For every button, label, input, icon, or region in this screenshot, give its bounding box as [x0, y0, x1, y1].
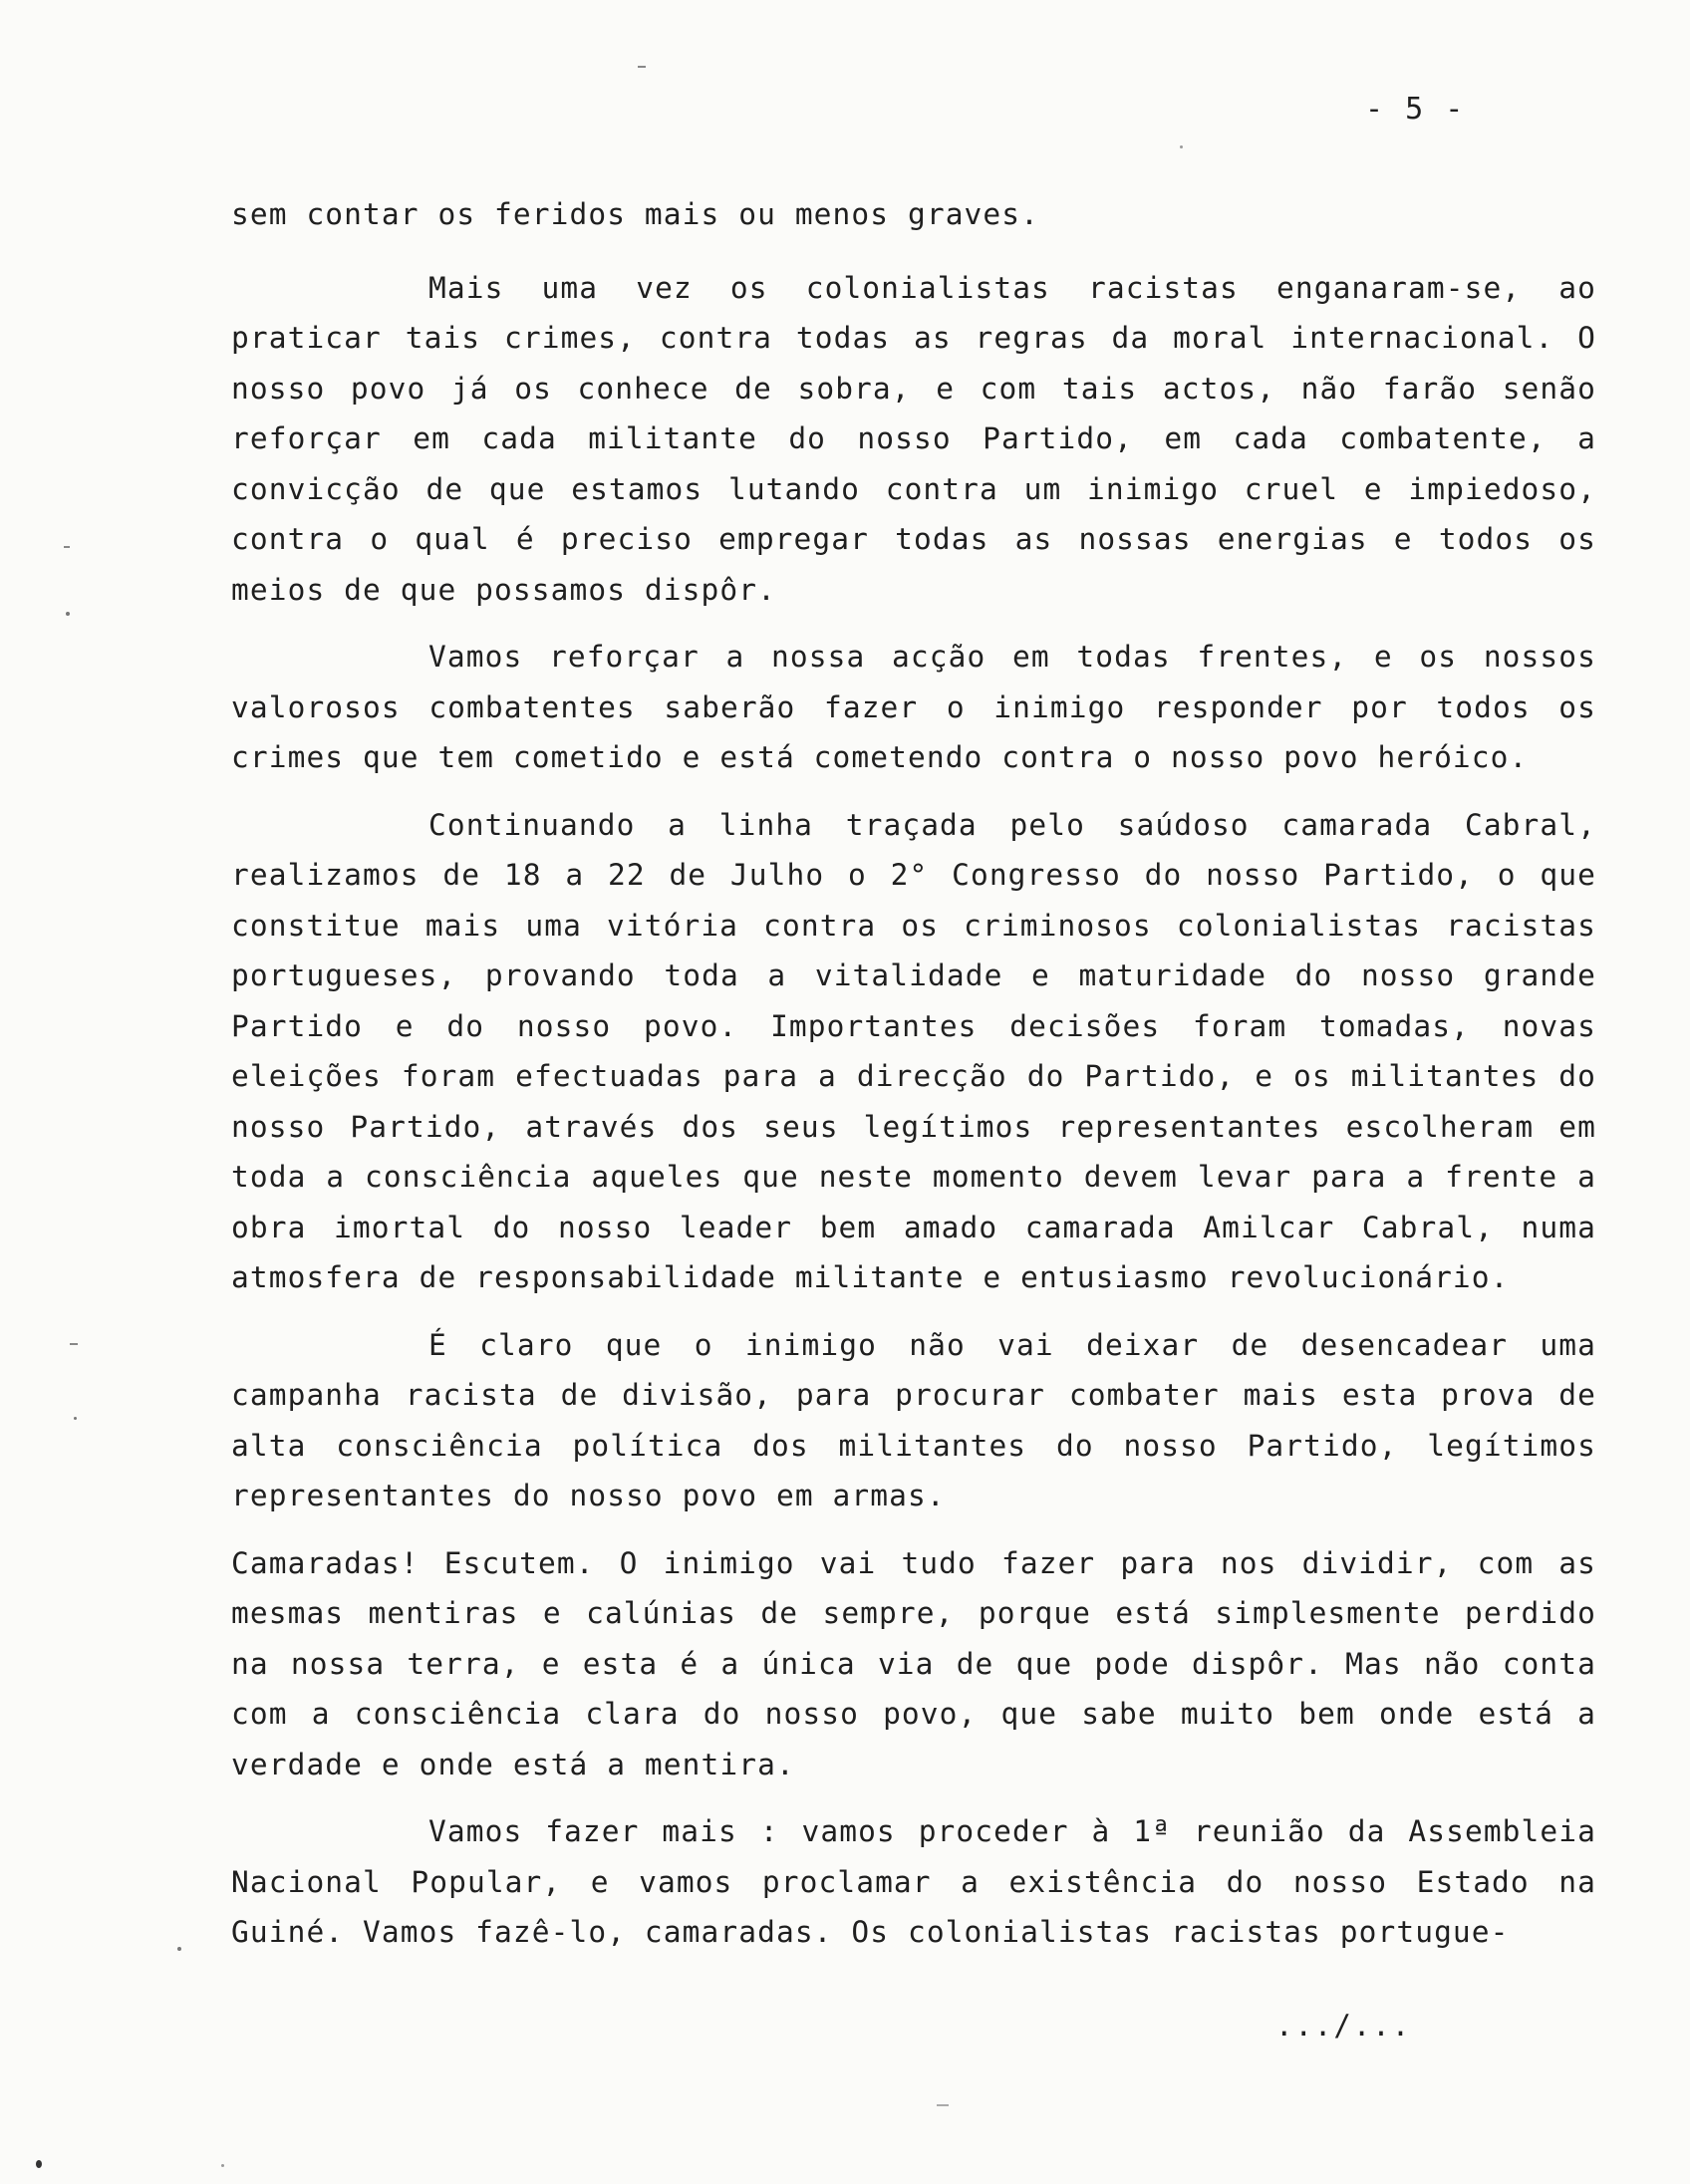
scan-mark [1180, 145, 1183, 148]
scan-mark [638, 66, 646, 68]
paragraph: Mais uma vez os colonialistas racistas enganaram-se, ao praticar tais crimes, contra todas as regras da moral internacional. O nosso povo já os conhece de sobra, e com tais actos, não farão senão reforçar em cada militante do nosso Partido, em cada combatente, a convicção de que estamos lutando contra um inimigo cruel e impiedoso, contra o qual é preciso empregar todas as nossas energias e todos os meios de que possamos dispôr. [231, 270, 1596, 607]
scan-mark [221, 2164, 224, 2167]
document-body [231, 189, 1596, 1975]
scan-mark [36, 2160, 42, 2168]
scan-mark [937, 2104, 949, 2106]
scan-mark [177, 1947, 181, 1951]
scan-mark [70, 1343, 78, 1345]
page-number: - 5 - [1365, 92, 1466, 127]
paragraph: Vamos fazer mais : vamos proceder à 1ª reunião da Assembleia Nacional Popular, e vamos proclamar a existência do nosso Estado na Guiné. Vamos fazê-lo, camaradas. Os colonialistas racistas portugue- [231, 1814, 1596, 1949]
paragraph: sem contar os feridos mais ou menos graves. [231, 197, 1040, 231]
continuation-mark: .../... [1275, 2009, 1412, 2043]
paragraph: Camaradas! Escutem. O inimigo vai tudo fazer para nos dividir, com as mesmas mentiras e calúnias de sempre, porque está simplesmente perdido na nossa terra, e esta é a única via de que pode dispôr. Mas não conta com a consciência clara do nosso povo, que sabe muito bem onde está a verdade e onde está a mentira. [231, 1545, 1596, 1781]
paragraph: É claro que o inimigo não vai deixar de desencadear uma campanha racista de divisão, para procurar combater mais esta prova de alta consciência política dos militantes do nosso Partido, legítimos representantes do nosso povo em armas. [231, 1327, 1596, 1512]
paragraph: Continuando a linha traçada pelo saúdoso camarada Cabral, realizamos de 18 a 22 de Julho o 2° Congresso do nosso Partido, o que constitue mais uma vitória contra os criminosos colonialistas racistas portugueses, provando toda a vitalidade e maturidade do nosso grande Partido e do nosso povo. Importantes decisões foram tomadas, novas eleições foram efectuadas para a direcção do Partido, e os militantes do nosso Partido, através dos seus legítimos representantes escolheram em toda a consciência aqueles que neste momento devem levar para a frente a obra imortal do nosso leader bem amado camarada Amilcar Cabral, numa atmosfera de responsabilidade militante e entusiasmo revolucionário. [231, 807, 1596, 1294]
scan-mark [66, 612, 70, 616]
paragraph: Vamos reforçar a nossa acção em todas frentes, e os nossos valorosos combatentes saberão fazer o inimigo responder por todos os crimes que tem cometido e está cometendo contra o nosso povo heróico. [231, 640, 1596, 774]
scan-mark [74, 1417, 77, 1420]
scan-mark [64, 546, 70, 548]
